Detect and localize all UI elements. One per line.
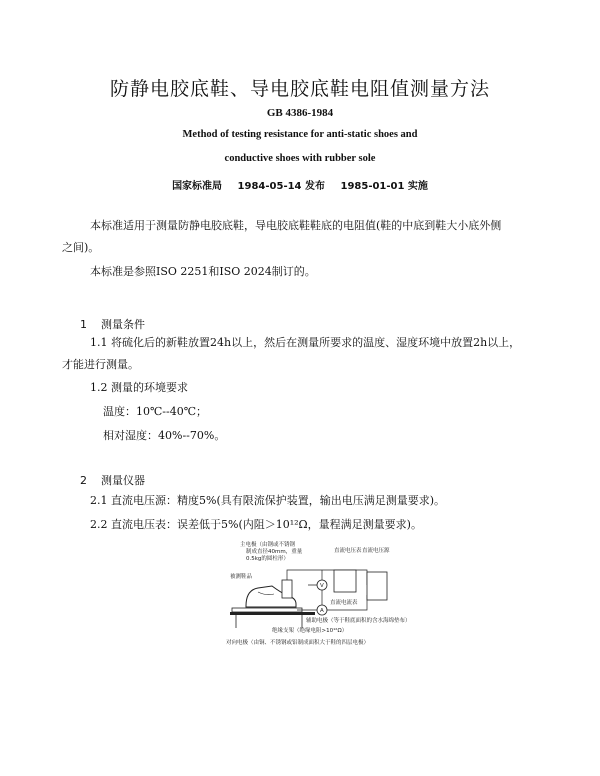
issuer: 国家标准局 xyxy=(172,181,223,192)
item-1-1-line1: 1.1 将硫化后的新鞋放置24h以上，然后在测量所要求的温度、湿度环境中放置2h以上， xyxy=(90,336,521,349)
counter-electrode-label: 对向电极（由铜、不锈钢或铝制成面积大于鞋的四层电极） xyxy=(226,640,370,646)
dc-voltmeter-box xyxy=(334,570,356,592)
voltmeter-label: V xyxy=(320,583,324,589)
english-title-line2: conductive shoes with rubber sole xyxy=(224,153,376,164)
issue-info xyxy=(0,177,600,192)
section2-title: 测量仪器 xyxy=(101,474,145,487)
english-title-line1: Method of testing resistance for anti-static shoes and xyxy=(182,129,418,140)
document-title: 防静电胶底鞋、导电胶底鞋电阻值测量方法 xyxy=(109,78,490,100)
sample-label: 被测鞋品 xyxy=(230,574,253,580)
humidity-requirement: 相对湿度：40%--70%。 xyxy=(103,429,226,442)
main-electrode-label3: 0.5kg的圆柱形） xyxy=(246,556,289,562)
main-electrode xyxy=(282,580,292,598)
item-1-1-line2: 才能进行测量。 xyxy=(62,358,139,371)
section1-number: 1 xyxy=(80,318,87,331)
aux-electrode-label: 辅助电极（等于鞋底面积的含水海绵垫布） xyxy=(306,618,411,624)
item-2-1: 2.1 直流电压源：精度5%(具有限流保护装置，输出电压满足测量要求)。 xyxy=(90,494,446,507)
intro-para2: 本标准是参照ISO 2251和ISO 2024制订的。 xyxy=(90,265,316,278)
section1-title: 测量条件 xyxy=(101,318,145,331)
dc-voltmeter-label: 直流电压表 xyxy=(334,548,362,554)
ammeter-label: A xyxy=(320,608,324,614)
dc-source-label: 直流电压源 xyxy=(362,548,390,554)
intro-para1-line2: 之间)。 xyxy=(62,241,100,254)
section2-heading xyxy=(80,472,145,488)
section2-number: 2 xyxy=(80,474,87,487)
effective-date: 1985-01-01 实施 xyxy=(340,181,428,192)
counter-electrode-plate xyxy=(232,608,302,612)
measurement-setup-figure xyxy=(222,540,411,695)
standard-code: GB 4386-1984 xyxy=(266,107,334,119)
dc-ammeter-label: 直流电流表 xyxy=(330,600,358,606)
published-date: 1984-05-14 发布 xyxy=(237,181,325,192)
main-electrode-label2: 制成直径40mm，重量 xyxy=(246,549,303,555)
support-label: 绝缘支架（绝缘电阻>10¹²Ω） xyxy=(272,628,348,634)
section1-heading xyxy=(80,316,145,332)
intro-para1-line1: 本标准适用于测量防静电胶底鞋，导电胶底鞋鞋底的电阻值(鞋的中底到鞋大小底外侧 xyxy=(90,219,502,232)
base-plate xyxy=(230,612,315,615)
setup-diagram xyxy=(222,540,411,695)
main-electrode-label: 主电极（由钢或不锈钢 xyxy=(240,542,296,548)
item-1-2: 1.2 测量的环境要求 xyxy=(90,381,188,394)
item-2-2: 2.2 直流电压表：误差低于5%(内阻＞10¹²Ω，量程满足测量要求)。 xyxy=(90,518,422,531)
temperature-requirement: 温度：10℃--40℃； xyxy=(103,405,208,418)
dc-source-box xyxy=(367,572,387,600)
